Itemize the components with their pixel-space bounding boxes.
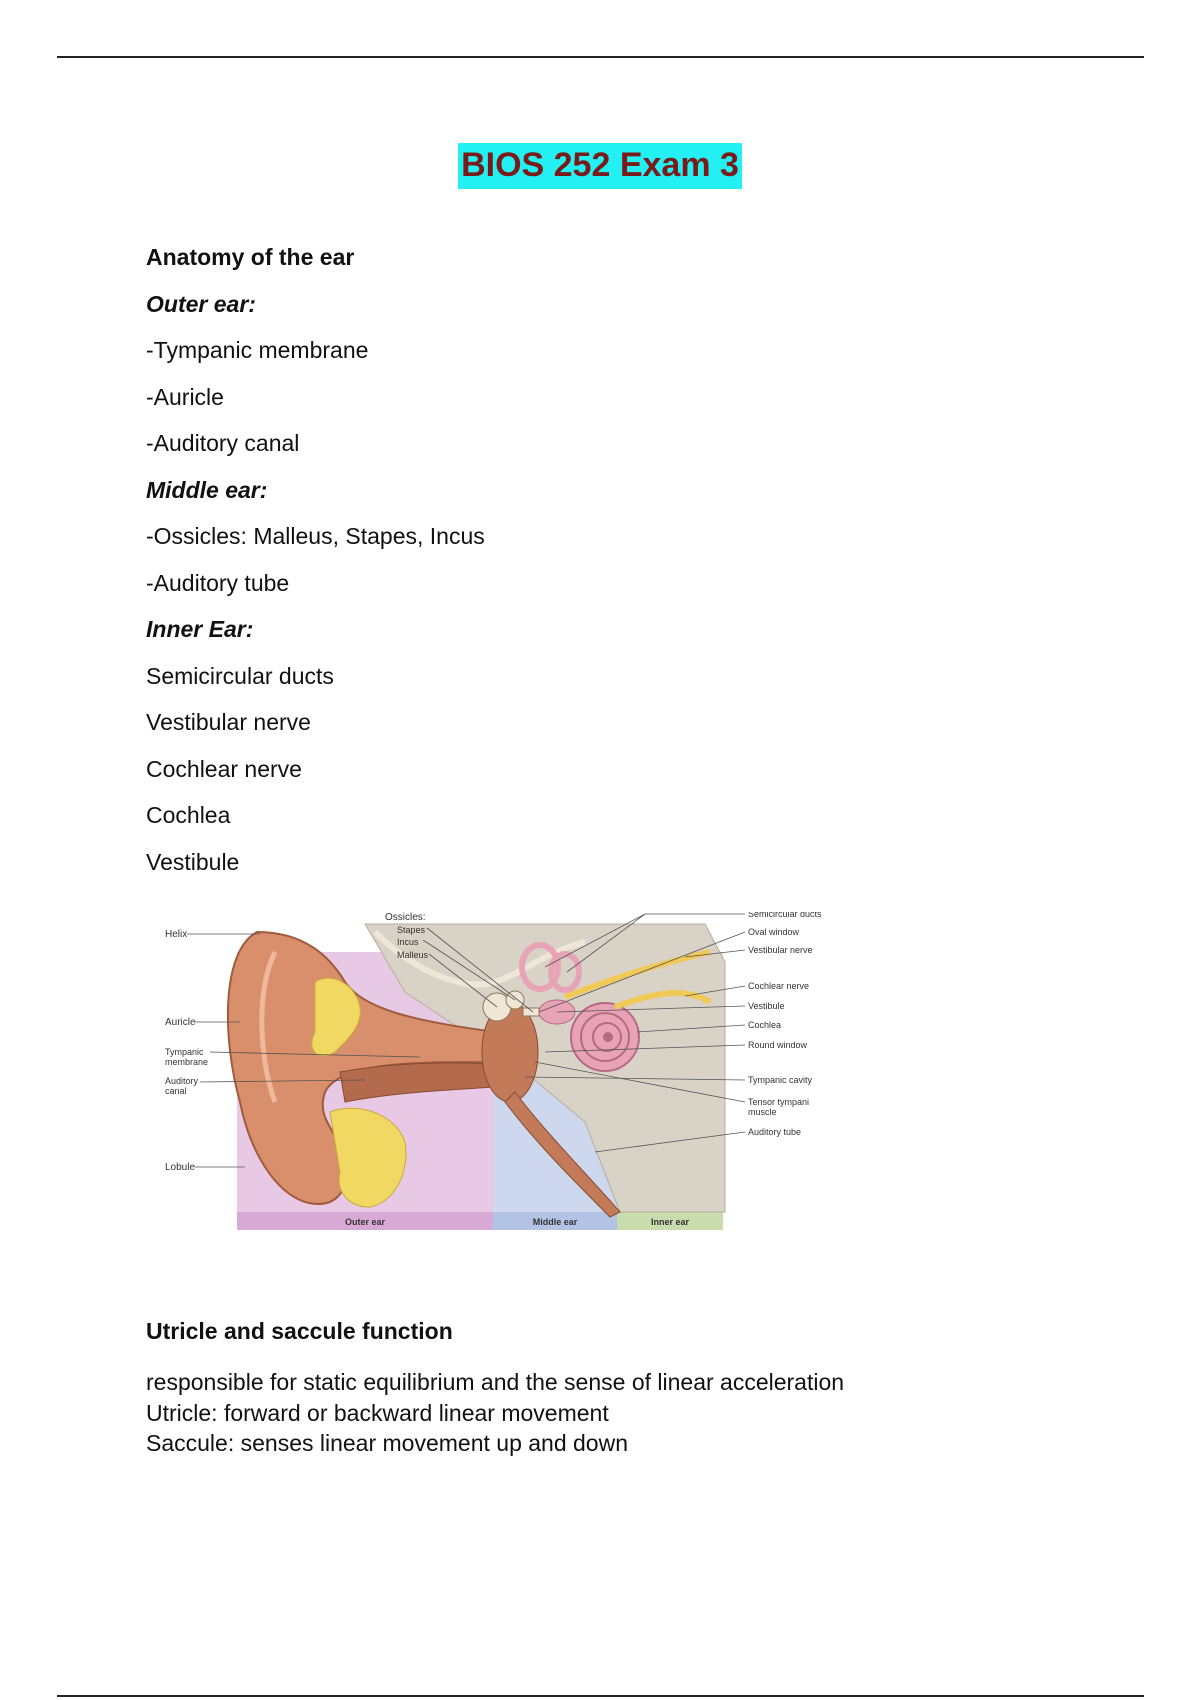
bottom-rule (57, 1695, 1144, 1697)
ear-anatomy-figure (165, 912, 905, 1257)
label-incus: Incus (397, 937, 419, 947)
stapes-shape (523, 1008, 539, 1016)
list-item: -Tympanic membrane (146, 337, 369, 363)
anatomy-section (146, 244, 1106, 895)
label-vestibular-nerve: Vestibular nerve (748, 945, 813, 955)
list-item: -Ossicles: Malleus, Stapes, Incus (146, 523, 485, 549)
label-lobule: Lobule (165, 1162, 196, 1173)
label-ossicles: Ossicles: (385, 912, 426, 923)
list-item: Vestibular nerve (146, 709, 311, 735)
label-tensor-tympani-line: Tensor tympani (748, 1097, 810, 1107)
label-tympanic-membrane-line: Tympanic (165, 1047, 204, 1057)
utricle-paragraph (146, 1367, 1106, 1459)
label-semicircular-ducts: Semicircular ducts (748, 912, 822, 919)
label-tensor-tympani (748, 1097, 809, 1117)
list-item: -Auricle (146, 383, 224, 410)
label-helix: Helix (165, 929, 188, 940)
cochlea-apex (603, 1032, 613, 1042)
label-tensor-tympani-line: muscle (748, 1107, 777, 1117)
list-item: Semicircular ducts (146, 662, 334, 689)
paragraph-line: Utricle: forward or backward linear movement (146, 1399, 609, 1426)
anatomy-heading: Anatomy of the ear (146, 244, 355, 270)
list-item: -Auditory canal (146, 430, 300, 456)
label-auditory-tube: Auditory tube (748, 1127, 802, 1137)
title-wrap (0, 143, 1200, 189)
band-label-inner-ear: Inner ear (650, 1217, 690, 1227)
label-malleus: Malleus (397, 950, 429, 960)
list-item: -Auditory tube (146, 569, 290, 596)
top-rule (57, 56, 1144, 58)
label-stapes: Stapes (397, 925, 426, 935)
label-tympanic-membrane-line: membrane (165, 1057, 209, 1067)
label-oval-window: Oval window (748, 927, 800, 937)
label-auditory-canal-line: Auditory (165, 1076, 199, 1086)
label-vestibule: Vestibule (748, 1001, 785, 1011)
label-auditory-canal (165, 1076, 199, 1096)
label-cochlea: Cochlea (748, 1020, 782, 1030)
label-tympanic-cavity: Tympanic cavity (748, 1075, 813, 1085)
band-label-outer-ear: Outer ear (344, 1217, 386, 1227)
inner-ear-heading: Inner Ear: (146, 616, 254, 642)
band-label-middle-ear: Middle ear (532, 1217, 578, 1227)
list-item: Vestibule (146, 848, 240, 875)
outer-ear-heading: Outer ear: (146, 290, 256, 317)
page-title: BIOS 252 Exam 3 (458, 143, 742, 189)
paragraph-line: responsible for static equilibrium and the sense of linear acceleration (146, 1369, 845, 1395)
utricle-heading: Utricle and saccule function (146, 1318, 453, 1344)
ear-diagram-illustration (165, 912, 905, 1257)
label-cochlear-nerve: Cochlear nerve (748, 981, 810, 991)
middle-ear-heading: Middle ear: (146, 476, 268, 503)
paragraph-line: Saccule: senses linear movement up and down (146, 1430, 629, 1456)
label-auricle: Auricle (165, 1017, 196, 1028)
label-tympanic-membrane (165, 1047, 208, 1067)
label-round-window: Round window (748, 1040, 808, 1050)
label-auditory-canal-line: canal (165, 1086, 187, 1096)
list-item: Cochlear nerve (146, 755, 302, 782)
utricle-section (146, 1318, 1106, 1459)
list-item: Cochlea (146, 802, 231, 828)
